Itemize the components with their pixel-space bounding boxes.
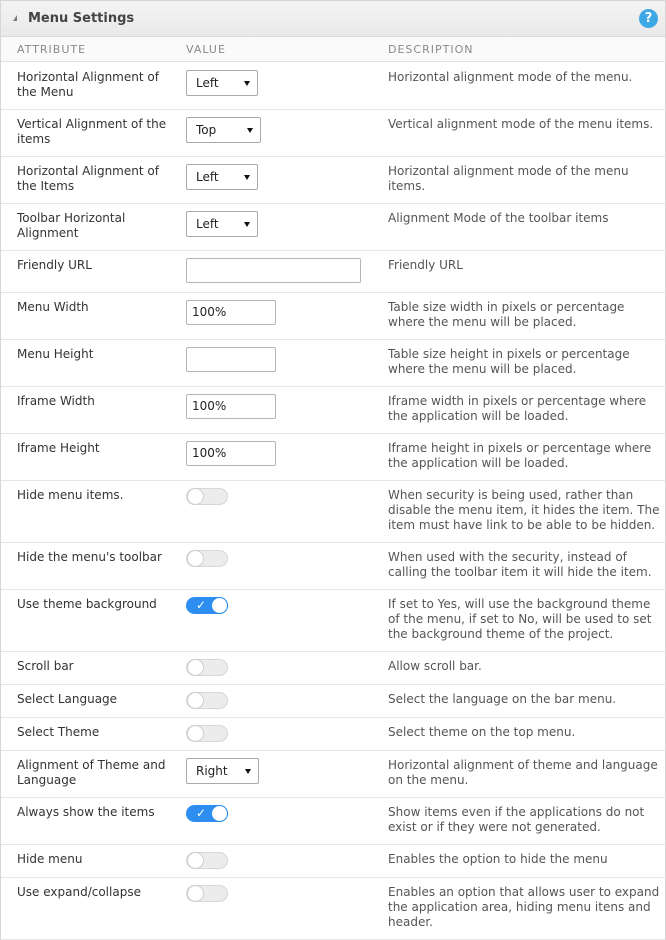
toggle-switch[interactable] bbox=[186, 488, 228, 505]
description-text: Horizontal alignment of theme and language on the menu. bbox=[388, 758, 658, 787]
panel-title: Menu Settings bbox=[28, 11, 135, 26]
toggle-knob bbox=[187, 852, 204, 869]
attribute-label: Iframe Height bbox=[17, 441, 100, 455]
value-select[interactable] bbox=[186, 117, 261, 143]
attribute-label: Alignment of Theme and Language bbox=[17, 758, 166, 787]
value-text-input[interactable] bbox=[186, 258, 361, 283]
toggle-switch[interactable] bbox=[186, 852, 228, 869]
toggle-knob bbox=[211, 597, 228, 614]
toggle-switch[interactable] bbox=[186, 597, 228, 614]
attribute-label: Hide the menu's toolbar bbox=[17, 550, 162, 564]
setting-row-menu-height bbox=[1, 340, 665, 387]
value-text-input[interactable]: 100% bbox=[186, 441, 276, 466]
setting-row-use-expand-collapse bbox=[1, 878, 665, 940]
toggle-switch[interactable] bbox=[186, 659, 228, 676]
chevron-down-icon bbox=[244, 81, 250, 86]
toggle-switch[interactable] bbox=[186, 885, 228, 902]
description-text: Table size width in pixels or percentage where the menu will be placed. bbox=[388, 300, 625, 329]
setting-row-friendly-url bbox=[1, 251, 665, 293]
attribute-label: Select Language bbox=[17, 692, 118, 706]
attribute-label: Iframe Width bbox=[17, 394, 95, 408]
setting-row-iframe-width bbox=[1, 387, 665, 434]
setting-row-hide-the-menu-s-toolbar bbox=[1, 543, 665, 590]
toggle-knob bbox=[187, 692, 204, 709]
setting-row-horizontal-alignment-of-the-menu bbox=[1, 63, 665, 110]
setting-row-horizontal-alignment-of-the-items bbox=[1, 157, 665, 204]
attribute-label: Menu Width bbox=[17, 300, 89, 314]
description-text: Enables an option that allows user to expand the application area, hiding menu itens and header. bbox=[388, 885, 660, 929]
setting-row-hide-menu bbox=[1, 845, 665, 878]
select-value: Right bbox=[196, 764, 228, 778]
value-text-input[interactable]: 100% bbox=[186, 394, 276, 419]
value-select[interactable] bbox=[186, 758, 259, 784]
panel-header[interactable] bbox=[1, 1, 665, 37]
value-select[interactable] bbox=[186, 70, 258, 96]
description-text: Select theme on the top menu. bbox=[388, 725, 576, 739]
toggle-knob bbox=[187, 550, 204, 567]
toggle-switch[interactable] bbox=[186, 805, 228, 822]
setting-row-scroll-bar bbox=[1, 652, 665, 685]
select-value: Left bbox=[196, 170, 219, 184]
chevron-down-icon bbox=[245, 769, 251, 774]
setting-row-use-theme-background bbox=[1, 590, 665, 652]
toggle-switch[interactable] bbox=[186, 692, 228, 709]
toggle-knob bbox=[211, 805, 228, 822]
value-select[interactable] bbox=[186, 211, 258, 237]
description-text: Show items even if the applications do not exist or if they were not generated. bbox=[388, 805, 645, 834]
select-value: Left bbox=[196, 76, 219, 90]
chevron-down-icon bbox=[244, 175, 250, 180]
attribute-label: Toolbar Horizontal Alignment bbox=[17, 211, 126, 240]
description-text: Table size height in pixels or percentage where the menu will be placed. bbox=[388, 347, 630, 376]
description-text: Allow scroll bar. bbox=[388, 659, 482, 673]
setting-row-always-show-the-items bbox=[1, 798, 665, 845]
toggle-switch[interactable] bbox=[186, 550, 228, 567]
check-icon: ✓ bbox=[196, 806, 207, 820]
setting-row-toolbar-horizontal-alignment bbox=[1, 204, 665, 251]
value-text-input[interactable] bbox=[186, 347, 276, 372]
collapse-triangle-icon[interactable] bbox=[13, 15, 17, 21]
description-text: When security is being used, rather than disable the menu item, it hides the item. The item must have link to be able to be hidden. bbox=[388, 488, 660, 532]
column-header-description: DESCRIPTION bbox=[388, 43, 474, 56]
attribute-label: Menu Height bbox=[17, 347, 94, 361]
attribute-label: Scroll bar bbox=[17, 659, 74, 673]
attribute-label: Use theme background bbox=[17, 597, 157, 611]
toggle-knob bbox=[187, 885, 204, 902]
column-header-value: VALUE bbox=[186, 43, 226, 56]
toggle-knob bbox=[187, 725, 204, 742]
column-headers bbox=[1, 37, 665, 62]
attribute-label: Always show the items bbox=[17, 805, 155, 819]
description-text: Select the language on the bar menu. bbox=[388, 692, 617, 706]
setting-row-vertical-alignment-of-the-items bbox=[1, 110, 665, 157]
setting-row-select-theme bbox=[1, 718, 665, 751]
description-text: Horizontal alignment mode of the menu items. bbox=[388, 164, 629, 193]
toggle-switch[interactable] bbox=[186, 725, 228, 742]
value-text-input[interactable]: 100% bbox=[186, 300, 276, 325]
setting-row-menu-width bbox=[1, 293, 665, 340]
attribute-label: Friendly URL bbox=[17, 258, 92, 272]
attribute-label: Horizontal Alignment of the Items bbox=[17, 164, 159, 193]
toggle-knob bbox=[187, 488, 204, 505]
attribute-label: Select Theme bbox=[17, 725, 100, 739]
description-text: Horizontal alignment mode of the menu. bbox=[388, 70, 633, 84]
toggle-knob bbox=[187, 659, 204, 676]
setting-row-select-language bbox=[1, 685, 665, 718]
help-icon[interactable]: ? bbox=[639, 9, 658, 28]
select-value: Left bbox=[196, 217, 219, 231]
attribute-label: Horizontal Alignment of the Menu bbox=[17, 70, 159, 99]
attribute-label: Hide menu items. bbox=[17, 488, 124, 502]
select-value: Top bbox=[196, 123, 217, 137]
setting-row-hide-menu-items bbox=[1, 481, 665, 543]
attribute-label: Use expand/collapse bbox=[17, 885, 141, 899]
description-text: Enables the option to hide the menu bbox=[388, 852, 608, 866]
setting-row-iframe-height bbox=[1, 434, 665, 481]
description-text: Vertical alignment mode of the menu items. bbox=[388, 117, 654, 131]
check-icon: ✓ bbox=[196, 598, 207, 612]
description-text: Iframe height in pixels or percentage where the application will be loaded. bbox=[388, 441, 652, 470]
chevron-down-icon bbox=[247, 128, 253, 133]
description-text: If set to Yes, will use the background theme of the menu, if set to No, will be used to set the background theme of the project. bbox=[388, 597, 652, 641]
attribute-label: Vertical Alignment of the items bbox=[17, 117, 167, 146]
description-text: Friendly URL bbox=[388, 258, 463, 272]
description-text: Alignment Mode of the toolbar items bbox=[388, 211, 609, 225]
description-text: Iframe width in pixels or percentage where the application will be loaded. bbox=[388, 394, 647, 423]
description-text: When used with the security, instead of calling the toolbar item it will hide the item. bbox=[388, 550, 652, 579]
attribute-label: Hide menu bbox=[17, 852, 83, 866]
chevron-down-icon bbox=[244, 222, 250, 227]
column-header-attribute: ATTRIBUTE bbox=[17, 43, 87, 56]
value-select[interactable] bbox=[186, 164, 258, 190]
setting-row-alignment-of-theme-and-language bbox=[1, 751, 665, 798]
